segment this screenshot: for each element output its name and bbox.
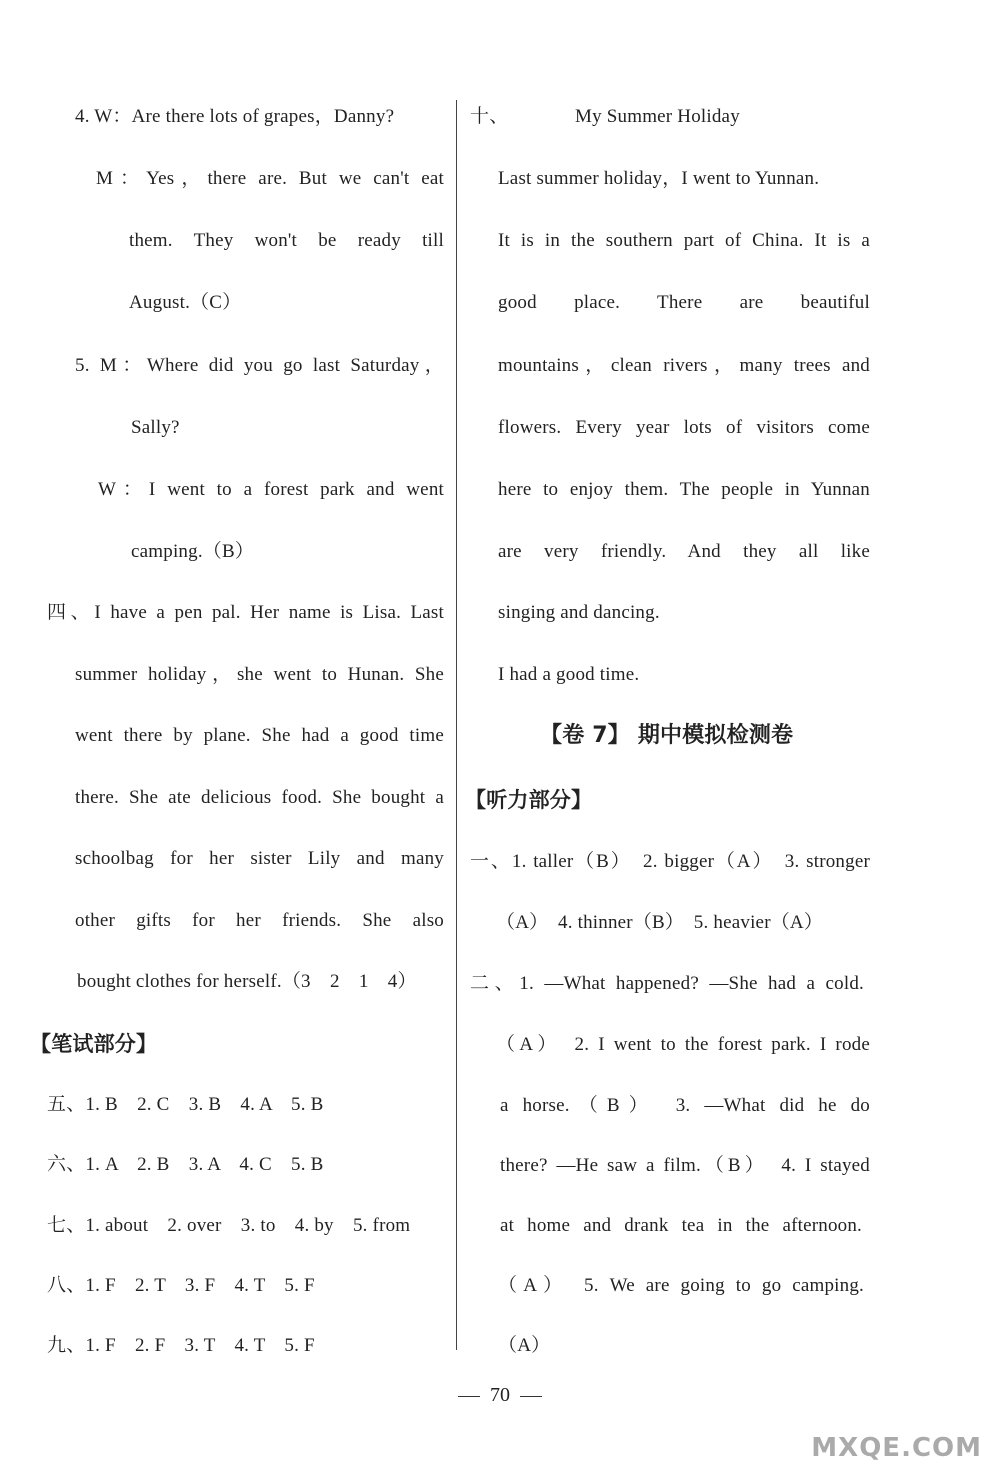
answer-line: at home and drank tea in the afternoon. [500, 1215, 862, 1236]
dash-left [458, 1396, 480, 1397]
exam-title: 【卷 7】 期中模拟检测卷 [540, 723, 794, 748]
text-line: went there by plane. She had a good time [75, 725, 444, 746]
text-line: flowers. Every year lots of visitors come [498, 417, 870, 438]
text-line: schoolbag for her sister Lily and many [75, 848, 444, 869]
answer-line: a horse.（B） 3. —What did he do [500, 1095, 870, 1116]
text-line: other gifts for her friends. She also [75, 910, 444, 931]
text-line: 四、I have a pen pal. Her name is Lisa. Last [47, 602, 444, 623]
text-line: August.（C） [129, 292, 242, 313]
essay-title: My Summer Holiday [575, 106, 740, 127]
text-line: Sally? [131, 417, 180, 438]
column-divider [456, 100, 457, 1350]
answer-line: （A） [498, 1335, 551, 1356]
text-line: mountains，clean rivers，many trees and [498, 355, 870, 376]
answer-line: 一、1. taller（B） 2. bigger（A） 3. stronger [470, 851, 870, 872]
section-number: 十、 [470, 106, 509, 127]
section-heading: 【听力部分】 [465, 788, 593, 812]
page-number [0, 1383, 1000, 1407]
answer-line: 二、1. —What happened? —She had a cold. [470, 973, 864, 994]
answer-line: 八、1. F 2. T 3. F 4. T 5. F [47, 1275, 315, 1296]
answer-line: there? —He saw a film.（B） 4. I stayed [500, 1155, 870, 1176]
text-line: them. They won't be ready till [129, 230, 444, 251]
text-line: 5. M：Where did you go last Saturday， [75, 355, 444, 376]
text-line: summer holiday，she went to Hunan. She [75, 664, 444, 685]
text-line: good place. There are beautiful [498, 292, 870, 313]
answer-line: （A） 4. thinner（B） 5. heavier（A） [496, 912, 824, 933]
answer-line: （A） 5. We are going to go camping. [498, 1275, 864, 1296]
text-line: here to enjoy them. The people in Yunnan [498, 479, 870, 500]
answer-line: 六、1. A 2. B 3. A 4. C 5. B [47, 1154, 324, 1175]
dash-right [520, 1396, 542, 1397]
answer-line: 九、1. F 2. F 3. T 4. T 5. F [47, 1335, 315, 1356]
text-line: there. She ate delicious food. She bought a [75, 787, 444, 808]
text-line: I had a good time. [498, 664, 640, 685]
text-line: camping.（B） [131, 541, 255, 562]
answer-line: 五、1. B 2. C 3. B 4. A 5. B [47, 1094, 324, 1115]
text-line: singing and dancing. [498, 602, 660, 623]
text-line: Last summer holiday，I went to Yunnan. [498, 168, 820, 189]
page-number-text: 70 [490, 1384, 510, 1406]
text-line: bought clothes for herself.（3 2 1 4） [77, 971, 417, 992]
text-line: It is in the southern part of China. It is a [498, 230, 870, 251]
text-line: are very friendly. And they all like [498, 541, 870, 562]
answer-line: （A） 2. I went to the forest park. I rode [496, 1034, 870, 1055]
text-line: 4. W：Are there lots of grapes，Danny? [75, 106, 395, 127]
text-line: W：I went to a forest park and went [98, 479, 444, 500]
answer-line: 七、1. about 2. over 3. to 4. by 5. from [47, 1215, 411, 1236]
text-line: M：Yes，there are. But we can't eat [96, 168, 444, 189]
watermark-text: MXQE.COM [811, 1433, 982, 1463]
section-heading: 【笔试部分】 [30, 1032, 158, 1056]
